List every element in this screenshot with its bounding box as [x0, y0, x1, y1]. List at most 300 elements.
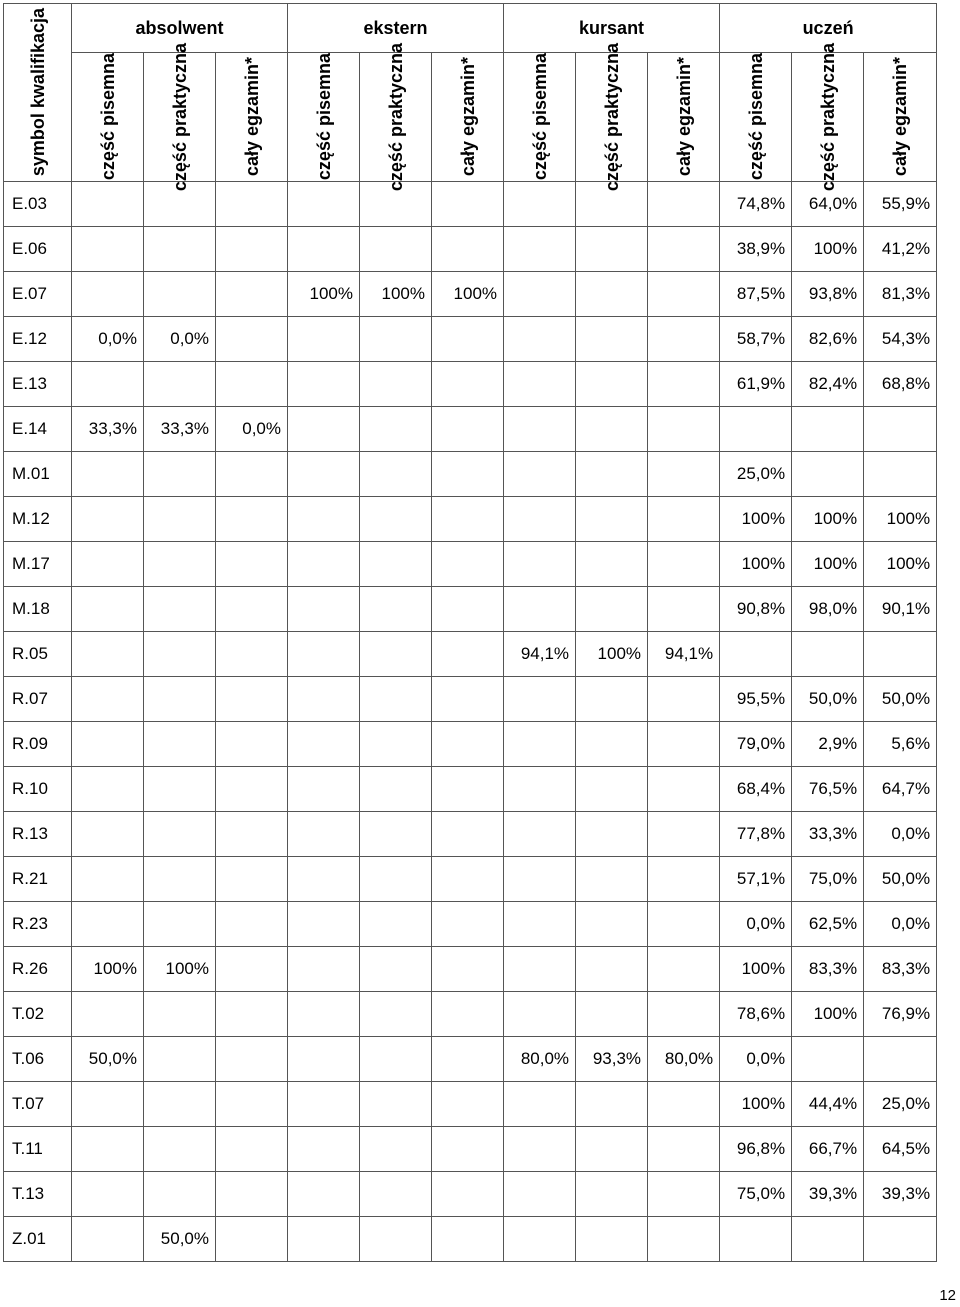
value-cell: [72, 587, 144, 632]
subheader-row: [4, 53, 937, 182]
value-cell: 39,3%: [864, 1172, 937, 1217]
qualification-code: E.03: [4, 182, 72, 227]
value-cell: [648, 272, 720, 317]
qualification-code: E.12: [4, 317, 72, 362]
value-cell: [216, 1037, 288, 1082]
table-row: [4, 182, 937, 227]
qualification-code: R.21: [4, 857, 72, 902]
table-row: [4, 632, 937, 677]
value-cell: [432, 947, 504, 992]
value-cell: [360, 362, 432, 407]
value-cell: [432, 542, 504, 587]
value-cell: [288, 182, 360, 227]
value-cell: [144, 767, 216, 812]
value-cell: [792, 452, 864, 497]
value-cell: 82,4%: [792, 362, 864, 407]
value-cell: [432, 407, 504, 452]
value-cell: [648, 1127, 720, 1172]
value-cell: [216, 812, 288, 857]
value-cell: 0,0%: [72, 317, 144, 362]
value-cell: [144, 857, 216, 902]
value-cell: [144, 1127, 216, 1172]
subheader-label: cały egzamin*: [673, 57, 694, 177]
value-cell: [720, 1217, 792, 1262]
value-cell: 100%: [576, 632, 648, 677]
value-cell: [432, 677, 504, 722]
qualification-code: T.02: [4, 992, 72, 1037]
value-cell: [360, 767, 432, 812]
subheader-uczen-czesc-pisemna: [720, 53, 792, 182]
value-cell: [72, 497, 144, 542]
value-cell: [288, 1172, 360, 1217]
value-cell: [576, 317, 648, 362]
value-cell: 96,8%: [720, 1127, 792, 1172]
value-cell: 0,0%: [864, 902, 937, 947]
value-cell: 55,9%: [864, 182, 937, 227]
table-header: [4, 4, 937, 192]
value-cell: [288, 362, 360, 407]
value-cell: [288, 227, 360, 272]
value-cell: [432, 227, 504, 272]
table-row: [4, 272, 937, 317]
value-cell: [72, 182, 144, 227]
value-cell: [360, 857, 432, 902]
value-cell: [144, 677, 216, 722]
group-header-kursant: kursant: [504, 4, 720, 53]
subheader-label: część pisemna: [529, 53, 550, 181]
value-cell: [576, 722, 648, 767]
table-row: [4, 1082, 937, 1127]
value-cell: 100%: [792, 542, 864, 587]
value-cell: [144, 722, 216, 767]
subheader-label: cały egzamin*: [241, 57, 262, 177]
value-cell: 100%: [792, 992, 864, 1037]
value-cell: [288, 542, 360, 587]
value-cell: [72, 992, 144, 1037]
value-cell: [432, 1082, 504, 1127]
value-cell: [72, 227, 144, 272]
value-cell: 50,0%: [792, 677, 864, 722]
value-cell: [576, 677, 648, 722]
value-cell: 25,0%: [864, 1082, 937, 1127]
value-cell: 25,0%: [720, 452, 792, 497]
value-cell: [288, 632, 360, 677]
value-cell: [504, 677, 576, 722]
subheader-absolwent-czesc-praktyczna: [144, 42, 216, 192]
value-cell: 100%: [792, 227, 864, 272]
value-cell: [504, 317, 576, 362]
value-cell: [504, 1127, 576, 1172]
qualification-code: E.07: [4, 272, 72, 317]
value-cell: [648, 722, 720, 767]
value-cell: [216, 1172, 288, 1217]
symbol-header: [4, 4, 72, 182]
value-cell: [504, 407, 576, 452]
value-cell: 80,0%: [504, 1037, 576, 1082]
value-cell: 68,4%: [720, 767, 792, 812]
qualification-code: R.13: [4, 812, 72, 857]
value-cell: 50,0%: [72, 1037, 144, 1082]
value-cell: [504, 542, 576, 587]
value-cell: [648, 857, 720, 902]
value-cell: [432, 497, 504, 542]
value-cell: 78,6%: [720, 992, 792, 1037]
qualification-code: E.13: [4, 362, 72, 407]
value-cell: 54,3%: [864, 317, 937, 362]
value-cell: [288, 767, 360, 812]
value-cell: 83,3%: [864, 947, 937, 992]
value-cell: 79,0%: [720, 722, 792, 767]
qualification-code: M.18: [4, 587, 72, 632]
value-cell: [432, 362, 504, 407]
value-cell: 64,0%: [792, 182, 864, 227]
value-cell: [576, 1082, 648, 1127]
value-cell: [216, 767, 288, 812]
value-cell: [504, 947, 576, 992]
value-cell: [504, 182, 576, 227]
qualification-code: R.26: [4, 947, 72, 992]
value-cell: [648, 902, 720, 947]
value-cell: [216, 542, 288, 587]
value-cell: 100%: [720, 497, 792, 542]
subheader-kursant-caly-egzamin: [648, 53, 720, 182]
value-cell: [648, 812, 720, 857]
qualification-code: R.09: [4, 722, 72, 767]
value-cell: 57,1%: [720, 857, 792, 902]
value-cell: 100%: [72, 947, 144, 992]
table-row: [4, 857, 937, 902]
value-cell: [144, 1037, 216, 1082]
value-cell: [72, 767, 144, 812]
value-cell: [648, 407, 720, 452]
value-cell: 93,8%: [792, 272, 864, 317]
value-cell: [648, 497, 720, 542]
value-cell: [504, 587, 576, 632]
value-cell: [504, 902, 576, 947]
qualification-code: Z.01: [4, 1217, 72, 1262]
value-cell: [576, 1217, 648, 1262]
value-cell: [576, 947, 648, 992]
value-cell: [72, 452, 144, 497]
value-cell: [288, 452, 360, 497]
value-cell: 75,0%: [720, 1172, 792, 1217]
value-cell: [216, 857, 288, 902]
value-cell: 98,0%: [792, 587, 864, 632]
value-cell: 90,1%: [864, 587, 937, 632]
subheader-label: część pisemna: [313, 53, 334, 181]
value-cell: 100%: [288, 272, 360, 317]
table-row: [4, 587, 937, 632]
value-cell: [216, 227, 288, 272]
subheader-label: część praktyczna: [817, 42, 838, 192]
value-cell: [432, 812, 504, 857]
value-cell: [216, 317, 288, 362]
qualification-code: T.06: [4, 1037, 72, 1082]
qualification-code: R.07: [4, 677, 72, 722]
value-cell: [72, 362, 144, 407]
value-cell: [360, 1172, 432, 1217]
value-cell: 77,8%: [720, 812, 792, 857]
value-cell: [360, 587, 432, 632]
subheader-label: część pisemna: [745, 53, 766, 181]
value-cell: [288, 407, 360, 452]
qualification-code: E.14: [4, 407, 72, 452]
value-cell: [864, 1037, 937, 1082]
value-cell: [576, 1127, 648, 1172]
value-cell: 58,7%: [720, 317, 792, 362]
value-cell: [72, 812, 144, 857]
table-row: [4, 452, 937, 497]
value-cell: [360, 1037, 432, 1082]
value-cell: [576, 452, 648, 497]
qualification-code: M.01: [4, 452, 72, 497]
subheader-label: cały egzamin*: [890, 57, 911, 177]
symbol-header-label: symbol kwalifikacja: [27, 8, 48, 177]
value-cell: [432, 587, 504, 632]
table-row: [4, 1172, 937, 1217]
value-cell: [576, 227, 648, 272]
value-cell: [288, 857, 360, 902]
value-cell: [72, 1172, 144, 1217]
value-cell: 94,1%: [648, 632, 720, 677]
value-cell: [288, 992, 360, 1037]
subheader-uczen-caly-egzamin: [864, 53, 937, 182]
value-cell: 2,9%: [792, 722, 864, 767]
value-cell: 0,0%: [720, 902, 792, 947]
value-cell: 0,0%: [864, 812, 937, 857]
value-cell: 93,3%: [576, 1037, 648, 1082]
value-cell: [648, 227, 720, 272]
value-cell: [432, 722, 504, 767]
value-cell: 50,0%: [144, 1217, 216, 1262]
value-cell: [576, 812, 648, 857]
value-cell: [72, 1217, 144, 1262]
value-cell: [144, 542, 216, 587]
value-cell: [504, 227, 576, 272]
value-cell: [360, 632, 432, 677]
value-cell: [144, 1172, 216, 1217]
value-cell: 74,8%: [720, 182, 792, 227]
value-cell: 100%: [720, 1082, 792, 1127]
value-cell: [792, 632, 864, 677]
value-cell: 81,3%: [864, 272, 937, 317]
value-cell: [360, 1127, 432, 1172]
value-cell: [792, 1037, 864, 1082]
value-cell: [864, 407, 937, 452]
value-cell: 95,5%: [720, 677, 792, 722]
value-cell: [432, 182, 504, 227]
table-row: [4, 1037, 937, 1082]
value-cell: 44,4%: [792, 1082, 864, 1127]
value-cell: 100%: [864, 542, 937, 587]
value-cell: 76,9%: [864, 992, 937, 1037]
value-cell: [792, 407, 864, 452]
subheader-label: część pisemna: [97, 53, 118, 181]
value-cell: [576, 272, 648, 317]
value-cell: [288, 587, 360, 632]
value-cell: [360, 812, 432, 857]
value-cell: 0,0%: [216, 407, 288, 452]
subheader-kursant-czesc-pisemna: [504, 53, 576, 182]
value-cell: 61,9%: [720, 362, 792, 407]
value-cell: [864, 632, 937, 677]
value-cell: [648, 587, 720, 632]
subheader-ekstern-czesc-praktyczna: [360, 42, 432, 192]
value-cell: [216, 452, 288, 497]
subheader-kursant-czesc-praktyczna: [576, 42, 648, 192]
value-cell: [504, 1172, 576, 1217]
value-cell: [72, 542, 144, 587]
value-cell: [504, 767, 576, 812]
value-cell: [432, 317, 504, 362]
table-row: [4, 812, 937, 857]
value-cell: 100%: [144, 947, 216, 992]
qualification-code: E.06: [4, 227, 72, 272]
value-cell: 41,2%: [864, 227, 937, 272]
table-row: [4, 722, 937, 767]
value-cell: [504, 857, 576, 902]
table-row: [4, 407, 937, 452]
value-cell: [144, 902, 216, 947]
group-header-absolwent: absolwent: [72, 4, 288, 53]
subheader-absolwent-caly-egzamin: [216, 53, 288, 182]
subheader-uczen-czesc-praktyczna: [792, 42, 864, 192]
value-cell: [216, 947, 288, 992]
value-cell: [504, 272, 576, 317]
value-cell: [504, 992, 576, 1037]
value-cell: [288, 1127, 360, 1172]
value-cell: [504, 812, 576, 857]
value-cell: [360, 677, 432, 722]
value-cell: [72, 902, 144, 947]
value-cell: [504, 362, 576, 407]
value-cell: [288, 1082, 360, 1127]
value-cell: [144, 272, 216, 317]
subheader-ekstern-caly-egzamin: [432, 53, 504, 182]
value-cell: 82,6%: [792, 317, 864, 362]
table-row: [4, 497, 937, 542]
value-cell: [216, 902, 288, 947]
value-cell: [288, 947, 360, 992]
value-cell: [648, 677, 720, 722]
value-cell: 100%: [720, 542, 792, 587]
value-cell: [504, 497, 576, 542]
value-cell: [360, 317, 432, 362]
value-cell: [576, 1172, 648, 1217]
value-cell: [504, 1082, 576, 1127]
value-cell: 62,5%: [792, 902, 864, 947]
subheader-ekstern-czesc-pisemna: [288, 53, 360, 182]
qualification-code: T.11: [4, 1127, 72, 1172]
value-cell: [216, 362, 288, 407]
value-cell: 94,1%: [504, 632, 576, 677]
value-cell: [648, 1217, 720, 1262]
group-header-ekstern: ekstern: [288, 4, 504, 53]
value-cell: 83,3%: [792, 947, 864, 992]
table-row: [4, 767, 937, 812]
value-cell: [72, 1082, 144, 1127]
value-cell: [648, 452, 720, 497]
qualification-code: T.13: [4, 1172, 72, 1217]
qualification-code: R.23: [4, 902, 72, 947]
subheader-label: część praktyczna: [601, 42, 622, 192]
value-cell: [216, 497, 288, 542]
value-cell: [72, 677, 144, 722]
value-cell: [648, 362, 720, 407]
value-cell: 87,5%: [720, 272, 792, 317]
subheader-label: część praktyczna: [169, 42, 190, 192]
value-cell: [144, 227, 216, 272]
value-cell: [216, 632, 288, 677]
value-cell: [360, 992, 432, 1037]
value-cell: [360, 227, 432, 272]
value-cell: 64,5%: [864, 1127, 937, 1172]
table-row: [4, 902, 937, 947]
value-cell: [288, 317, 360, 362]
value-cell: [648, 947, 720, 992]
value-cell: [576, 992, 648, 1037]
value-cell: 100%: [360, 272, 432, 317]
value-cell: [72, 857, 144, 902]
table-row: [4, 227, 937, 272]
table-body: [4, 182, 937, 1262]
value-cell: [720, 632, 792, 677]
value-cell: [576, 497, 648, 542]
table-row: [4, 542, 937, 587]
table-row: [4, 947, 937, 992]
value-cell: [144, 362, 216, 407]
value-cell: [144, 452, 216, 497]
value-cell: [72, 1127, 144, 1172]
value-cell: 100%: [864, 497, 937, 542]
value-cell: [216, 1217, 288, 1262]
value-cell: [504, 722, 576, 767]
value-cell: 90,8%: [720, 587, 792, 632]
value-cell: [432, 992, 504, 1037]
value-cell: 39,3%: [792, 1172, 864, 1217]
group-header-uczen: uczeń: [720, 4, 937, 53]
value-cell: [576, 362, 648, 407]
value-cell: 38,9%: [720, 227, 792, 272]
qualification-code: R.05: [4, 632, 72, 677]
subheader-absolwent-czesc-pisemna: [72, 53, 144, 182]
value-cell: [288, 497, 360, 542]
value-cell: [432, 1217, 504, 1262]
value-cell: [360, 1082, 432, 1127]
value-cell: [864, 452, 937, 497]
value-cell: [576, 857, 648, 902]
value-cell: [144, 497, 216, 542]
results-table: [3, 3, 937, 1262]
value-cell: [216, 1127, 288, 1172]
value-cell: [648, 1082, 720, 1127]
subheader-label: część praktyczna: [385, 42, 406, 192]
page-number: 12: [939, 1287, 956, 1304]
value-cell: [432, 767, 504, 812]
value-cell: [432, 1127, 504, 1172]
value-cell: 100%: [432, 272, 504, 317]
value-cell: [648, 1172, 720, 1217]
table-row: [4, 677, 937, 722]
value-cell: [144, 587, 216, 632]
value-cell: [288, 677, 360, 722]
value-cell: [720, 407, 792, 452]
value-cell: 0,0%: [144, 317, 216, 362]
value-cell: [144, 812, 216, 857]
table-row: [4, 1127, 937, 1172]
value-cell: 68,8%: [864, 362, 937, 407]
value-cell: [288, 902, 360, 947]
